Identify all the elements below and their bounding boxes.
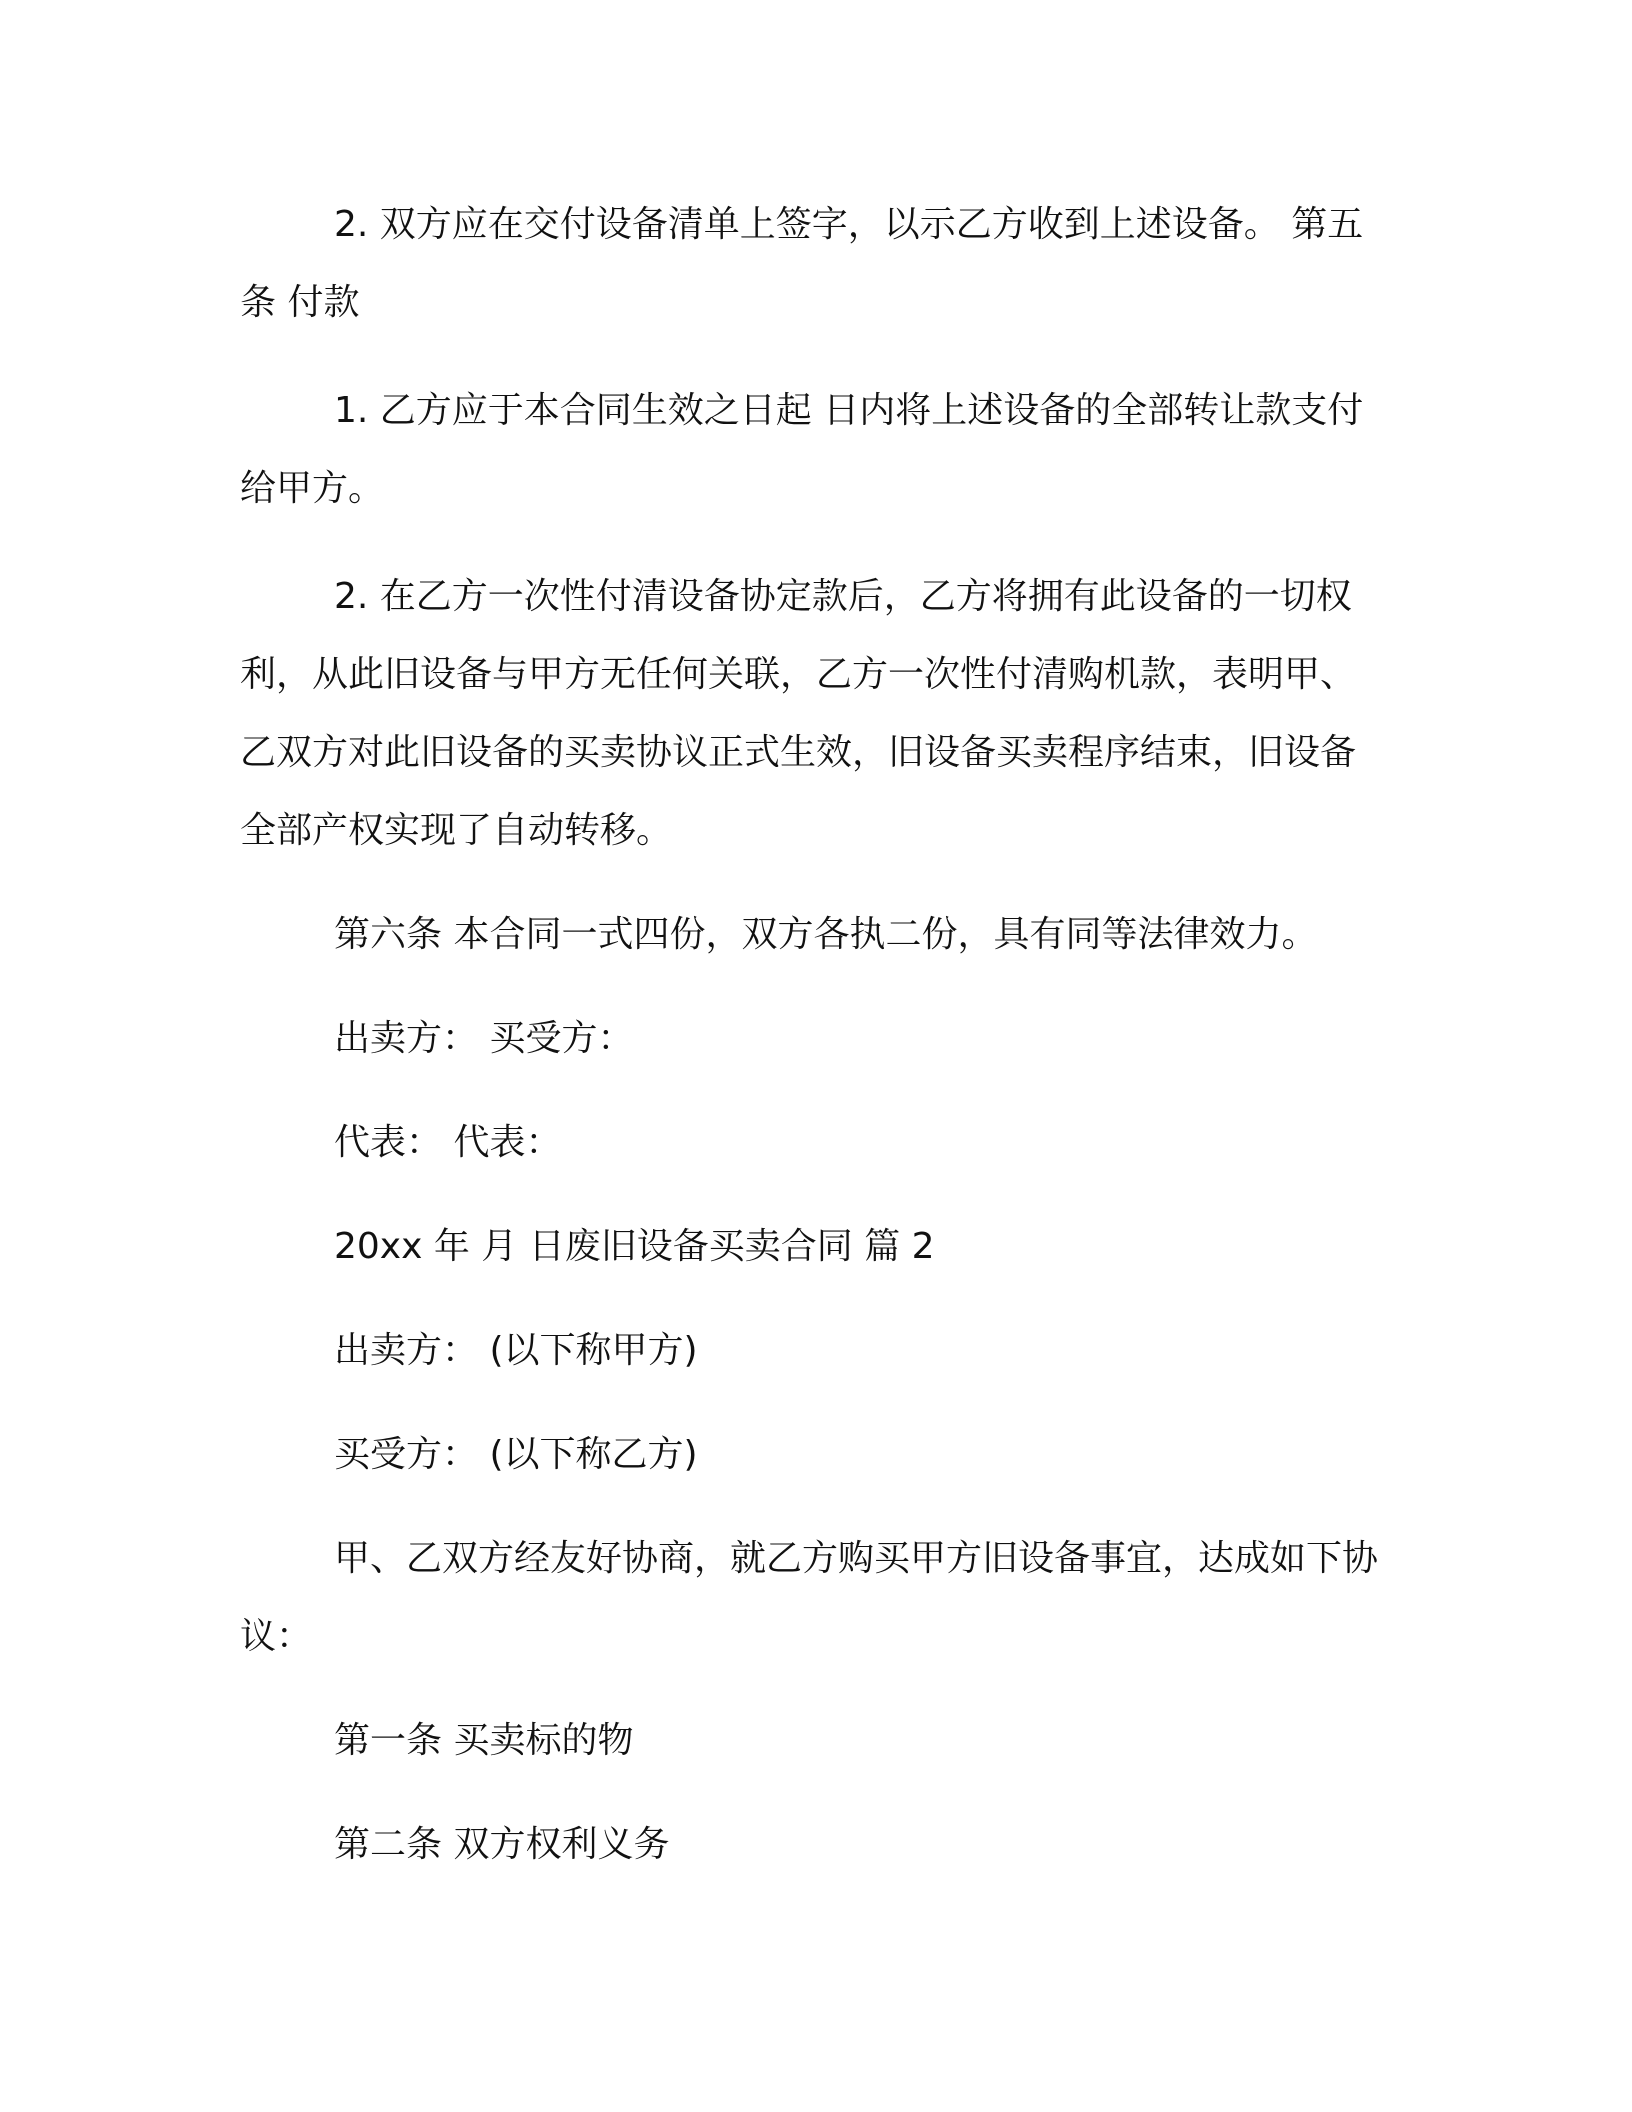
paragraph-buyer-party: 买受方： (以下称乙方) — [334, 1434, 698, 1475]
paragraph-article-two: 第二条 双方权利义务 — [334, 1824, 670, 1865]
paragraph-article-six: 第六条 本合同一式四份，双方各执二份，具有同等法律效力。 — [334, 914, 1318, 955]
paragraph-seller-party: 出卖方： (以下称甲方) — [334, 1330, 698, 1371]
paragraph-date-title: 20xx 年 月 日废旧设备买卖合同 篇 2 — [334, 1226, 935, 1267]
paragraph-ownership-transfer: 2. 在乙方一次性付清设备协定款后，乙方将拥有此设备的一切权利，从此旧设备与甲方无任何关联，乙方一次性付清购机款，表明甲、乙双方对此旧设备的买卖协议正式生效，旧设备买卖程序结束，旧设备全部产权实现了自动转移。 — [240, 576, 1357, 851]
paragraph-seller-buyer-signature: 出卖方： 买受方： — [334, 1018, 634, 1059]
paragraph-agreement-intro: 甲、乙双方经友好协商，就乙方购买甲方旧设备事宜，达成如下协议： — [240, 1538, 1379, 1657]
paragraph-payment-term: 1. 乙方应于本合同生效之日起 日内将上述设备的全部转让款支付给甲方。 — [240, 390, 1364, 509]
paragraph-representatives: 代表： 代表： — [334, 1122, 562, 1163]
paragraph-delivery-signature: 2. 双方应在交付设备清单上签字，以示乙方收到上述设备。 第五条 付款 — [240, 204, 1364, 323]
paragraph-article-one: 第一条 买卖标的物 — [334, 1720, 634, 1761]
document-body — [240, 186, 1380, 1884]
